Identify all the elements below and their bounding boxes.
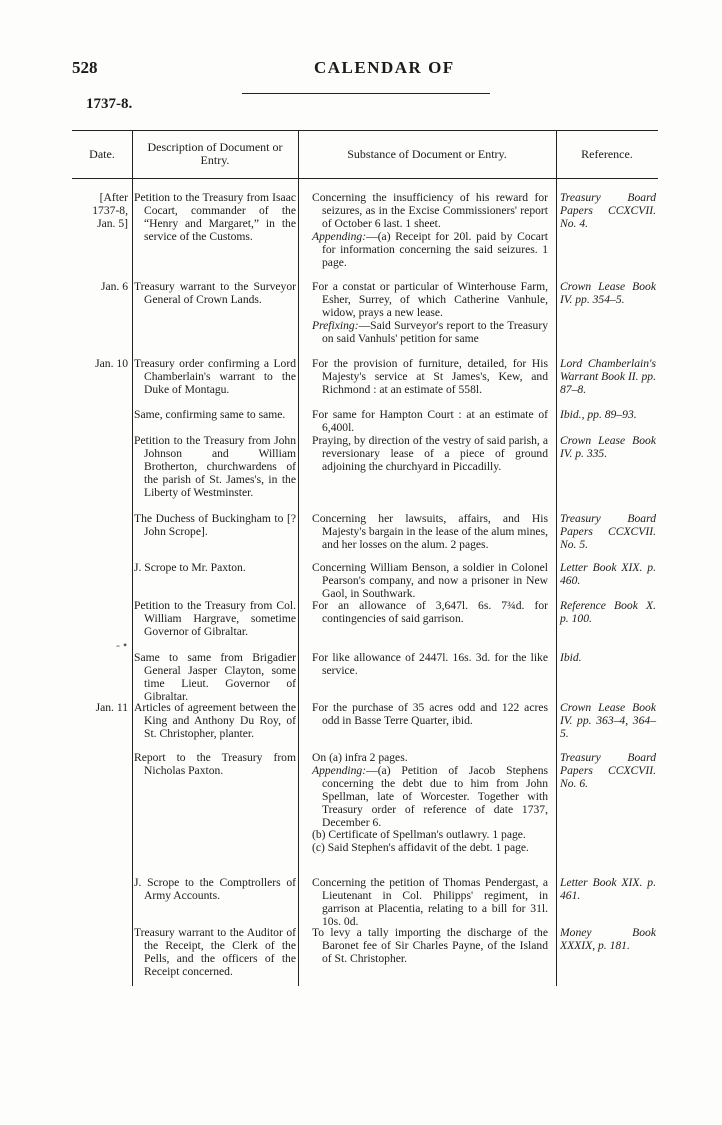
entry-reference: Letter Book XIX. p. 460. [560,561,656,587]
header-rule [242,93,490,94]
entry-description: The Duchess of Buckingham to [? John Scrope]. [134,512,296,538]
entry-substance: For same for Hampton Court : at an estimate of 6,400l. [312,408,548,434]
entry-substance: For like allowance of 2447l. 16s. 3d. for the like service. [312,651,548,677]
table-header-rule [72,178,658,179]
entry-description: Petition to the Treasury from Col. William Hargrave, sometime Governor of Gibraltar. [134,599,296,638]
entry-reference: Money Book XXXIX, p. 181. [560,926,656,952]
entry-description: Report to the Treasury from Nicholas Paxton. [134,751,296,777]
entry-substance: On (a) infra 2 pages. Appending:—(a) Petition of Jacob Stephens concerning the debt due to him from John Spellman, late of Worcester. Together with Treasury order of reference of date 1737, December 6. (b) Certificate of Spellman's outlawry. 1 page. (c) Said Stephen's affidavit of the debt. 1 page. [312,751,548,855]
column-header-reference: Reference. [581,146,633,161]
entry-date: Jan. 11 [95,701,128,714]
entry-reference: Lord Chamberlain's Warrant Book II. pp. 87–8. [560,357,656,396]
column-header-description: Description of Document or Entry. [147,140,283,167]
entry-description: Same, confirming same to same. [134,408,286,421]
entry-substance: For an allowance of 3,647l. 6s. 7¾d. for contingencies of said garrison. [312,599,548,625]
entry-description: Petition to the Treasury from Isaac Cocart, commander of the “Henry and Margaret,” in the service of the Customs. [134,191,296,243]
entry-substance: Concerning William Benson, a soldier in Colonel Pearson's company, and now a prisoner in New Gaol, in Southwark. [312,561,548,600]
entry-substance: To levy a tally importing the discharge of the Baronet fee of Sir Charles Payne, of the Island of St. Christopher. [312,926,548,965]
entry-reference: Crown Lease Book IV. pp. 363–4, 364–5. [560,701,656,740]
entry-description: Treasury order confirming a Lord Chamberlain's warrant to the Duke of Montagu. [134,357,296,396]
entry-date: Jan. 6 [100,280,128,293]
page-number: 528 [72,58,98,77]
entry-description: J. Scrope to the Comptrollers of Army Accounts. [134,876,296,902]
entry-reference: Treasury Board Papers CCXCVII. No. 6. [560,751,656,790]
entry-reference: Crown Lease Book IV. pp. 354–5. [560,280,656,306]
entry-description: Petition to the Treasury from John Johnson and William Brotherton, churchwardens of the parish of St. James's, in the Liberty of Westminster. [134,434,296,499]
running-title: CALENDAR OF [314,58,455,77]
column-header-date: Date. [89,146,115,161]
column-header-substance: Substance of Document or Entry. [347,146,507,161]
entry-reference: Treasury Board Papers CCXCVII. No. 4. [560,191,656,230]
column-divider [556,130,557,986]
entry-reference: Treasury Board Papers CCXCVII. No. 5. [560,512,656,551]
entry-substance: Concerning her lawsuits, affairs, and His Majesty's bargain in the lease of the alum mines, and her losses on the alum. 2 pages. [312,512,548,551]
entry-description: Treasury warrant to the Auditor of the Receipt, the Clerk of the Pells, and the officers of the Receipt concerned. [134,926,296,978]
calendar-table [72,130,658,986]
entry-substance: Praying, by direction of the vestry of said parish, a reversionary lease of a piece of ground adjoining the churchyard in Piccadilly. [312,434,548,473]
year-heading: 1737-8. [86,96,133,112]
entry-date: [After 1737-8, Jan. 5] [92,191,128,230]
entry-substance: Concerning the insufficiency of his reward for seizures, as in the Excise Commissioners' report of October 6 last. 1 sheet. Appending:—(a) Receipt for 20l. paid by Cocart for information concerning the said seizures. 1 page. [312,191,548,269]
margin-mark: ‑ • [116,638,128,652]
entry-description: Articles of agreement between the King and Anthony Du Roy, of St. Christopher, planter. [134,701,296,740]
column-divider [132,130,133,986]
entry-substance: Concerning the petition of Thomas Pendergast, a Lieutenant in Col. Philipps' regiment, in garrison at Placentia, relating to a bill for 31l. 10s. 0d. [312,876,548,928]
entry-reference: Letter Book XIX. p. 461. [560,876,656,902]
entry-reference: Ibid. [560,651,582,664]
entry-description: Treasury warrant to the Surveyor General of Crown Lands. [134,280,296,306]
column-divider [298,130,299,986]
entry-description: J. Scrope to Mr. Paxton. [134,561,246,574]
entry-substance: For the purchase of 35 acres odd and 122 acres odd in Basse Terre Quarter, ibid. [312,701,548,727]
entry-reference: Ibid., pp. 89–93. [560,408,637,421]
entry-substance: For the provision of furniture, detailed, for His Majesty's service at St James's, Kew, and Richmond : at an estimate of 558l. [312,357,548,396]
entry-reference: Crown Lease Book IV. p. 335. [560,434,656,460]
entry-reference: Reference Book X. p. 100. [560,599,656,625]
entry-date: Jan. 10 [95,357,128,370]
entry-substance: For a constat or particular of Winterhouse Farm, Esher, Surrey, of which Catherine Vanhule, widow, prays a new lease. Prefixing:—Said Surveyor's report to the Treasury on said Vanhuls' petition for same [312,280,548,345]
entry-description: Same to same from Brigadier General Jasper Clayton, some time Lieut. Governor of Gibraltar. [134,651,296,703]
